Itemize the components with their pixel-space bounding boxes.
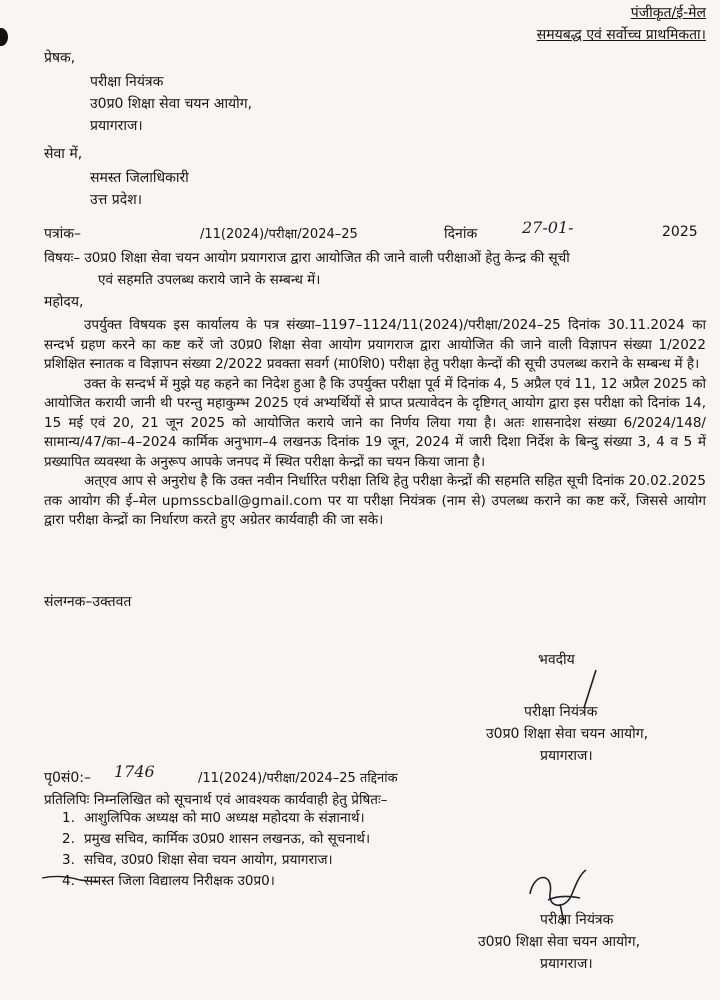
- signatory-city-2: प्रयागराज।: [540, 956, 593, 972]
- punch-hole: [0, 28, 8, 46]
- recipient-label: सेवा में,: [44, 146, 83, 162]
- endorsement-number-handwritten: 1746: [114, 762, 155, 781]
- ref-year: 2025: [662, 224, 698, 240]
- recipient-title: समस्त जिलाधिकारी: [90, 170, 189, 186]
- sender-title: परीक्षा नियंत्रक: [90, 74, 164, 90]
- list-item: 2. प्रमुख सचिव, कार्मिक उ0प्र0 शासन लखनऊ, को सूचनार्थ।: [62, 831, 371, 847]
- cc-intro: प्रतिलिपिः निम्नलिखित को सूचनार्थ एवं आवश्यक कार्यवाही हेतु प्रेषितः–: [44, 792, 388, 808]
- signatory-organization-1: उ0प्र0 शिक्षा सेवा चयन आयोग,: [486, 726, 649, 742]
- body-paragraph-3: अत्एव आप से अनुरोध है कि उक्त नवीन निर्धारित परीक्षा तिथि हेतु परीक्षा केन्द्रों की सहमति सहित सूची दिनांक 20.02.2025 तक आयोग की ई–मेल upmsscball@gmail.com पर या परीक्षा नियंत्रक (नाम से) उपलब्ध कराने का कष्ट करें, जिससे आयोग द्वारा परीक्षा केन्द्रों का निर्धारण करते हुए अग्रेतर कार्यवाही की जा सके।: [44, 473, 706, 528]
- subject-line-2: एवं सहमति उपलब्ध कराये जाने के सम्बन्ध में।: [98, 272, 321, 288]
- recipient-state: उत्त प्रदेश।: [90, 192, 143, 208]
- body-paragraph-1: उपर्युक्त विषयक इस कार्यालय के पत्र संख्या–1197–1124/11(2024)/परीक्षा/2024–25 दिनांक 30.11.2024 का सन्दर्भ ग्रहण करने का कष्ट करें जो उ0प्र0 शिक्षा सेवा आयोग प्रयागराज द्वारा आयोजित की जाने वाली विज्ञापन संख्या 1/2022 प्रशिक्षित स्नातक व विज्ञापन संख्या 2/2022 प्रवक्ता सवर्ग (मा0शि0) परीक्षा हेतु परीक्षा केन्दों की सूची उपलब्ध कराने के सम्बन्ध में है।: [44, 317, 706, 372]
- body-paragraph-2: उक्त के सन्दर्भ में मुझे यह कहने का निदेश हुआ है कि उपर्युक्त परीक्षा पूर्व में दिनांक 4, 5 अप्रैल एवं 11, 12 अप्रैल 2025 को आयोजित करायी जानी थी परन्तु महाकुम्भ 2025 एवं अभ्यर्थियों से प्राप्त प्रत्यावेदन के दृष्टिगत् आयोग द्वारा इस परीक्षा को दिनांक 14, 15 मई एवं 20, 21 जून 2025 को आयोजित कराये जाने का निर्णय लिया गया है। अतः शासनादेश संख्या 6/2024/148/सामान्य/47/का–4–2024 कार्मिक अनुभाग–4 लखनऊ दिनांक 19 जून, 2024 में जारी दिशा निर्देश के बिन्दु संख्या 3, 4 व 5 में प्रख्यापित व्यवस्था के अनुरूप आपके जनपद में स्थित परीक्षा केन्द्रों का चयन किया जाना है।: [44, 375, 706, 470]
- signatory-city-1: प्रयागराज।: [540, 748, 593, 764]
- salutation: महोदय,: [44, 294, 84, 310]
- cc-list: [62, 808, 370, 892]
- signatory-organization-2: उ0प्र0 शिक्षा सेवा चयन आयोग,: [478, 934, 641, 950]
- signatory-title-1: परीक्षा नियंत्रक: [524, 704, 598, 720]
- priority-note: समयबद्ध एवं सर्वोच्च प्राथमिकता।: [536, 27, 706, 43]
- sender-city: प्रयागराज।: [90, 118, 143, 134]
- ref-label: पत्रांक–: [44, 226, 82, 242]
- list-item: 3. सचिव, उ0प्र0 शिक्षा सेवा चयन आयोग, प्रयागराज।: [62, 852, 333, 868]
- endorsement-number: /11(2024)/परीक्षा/2024–25 तद्दिनांक: [198, 771, 398, 786]
- subject-line-1: विषयः– उ0प्र0 शिक्षा सेवा चयन आयोग प्रयागराज द्वारा आयोजित की जाने वाली परीक्षाओं हेतु केन्द्र की सूची: [44, 250, 570, 266]
- list-item: 4. समस्त जिला विद्यालय निरीक्षक उ0प्र0।: [62, 873, 275, 889]
- letter-body: [44, 316, 706, 531]
- registered-email-note: पंजीकृत/ई-मेल: [630, 5, 706, 21]
- signatory-title-2: परीक्षा नियंत्रक: [540, 912, 614, 928]
- letter-header: [537, 2, 706, 46]
- ref-date-label: दिनांक: [444, 226, 478, 242]
- ref-number: /11(2024)/परीक्षा/2024–25: [200, 227, 358, 242]
- endorsement-label: पृ0सं0:–: [44, 770, 91, 786]
- enclosure-note: संलग्नक–उक्तवत: [44, 594, 132, 610]
- sender-label: प्रेषक,: [44, 50, 76, 66]
- ref-date-handwritten: 27-01-: [522, 218, 574, 237]
- sender-organization: उ0प्र0 शिक्षा सेवा चयन आयोग,: [90, 96, 253, 112]
- list-item: 1. आशुलिपिक अध्यक्ष को मा0 अध्यक्ष महोदया के संज्ञानार्थ।: [62, 810, 365, 826]
- handwritten-tick-mark: [40, 872, 100, 886]
- closing-word: भवदीय: [538, 652, 575, 668]
